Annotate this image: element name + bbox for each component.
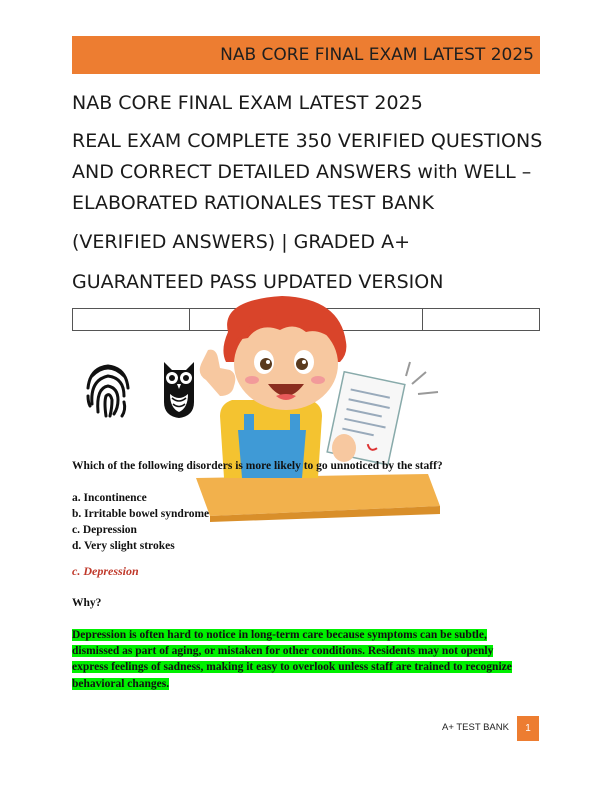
rationale — [72, 627, 542, 692]
rationale-line-3: express feelings of sadness, making it easy to overlook unless staff are trained to recognize — [72, 661, 512, 674]
option-b: b. Irritable bowel syndrome — [72, 508, 210, 520]
correct-answer: c. Depression — [72, 564, 139, 578]
option-a: a. Incontinence — [72, 492, 147, 504]
option-c: c. Depression — [72, 524, 137, 536]
why-label: Why? — [72, 597, 102, 609]
question-text: Which of the following disorders is more likely to go unnoticed by the staff? — [72, 460, 443, 472]
title-line-6: GUARANTEED PASS UPDATED VERSION — [72, 271, 444, 293]
header-banner-text: NAB CORE FINAL EXAM LATEST 2025 — [220, 45, 534, 65]
table-cell — [73, 309, 190, 331]
rationale-line-2: dismissed as part of aging, or mistaken for other conditions. Residents may not openly — [72, 645, 494, 658]
title-line-1: NAB CORE FINAL EXAM LATEST 2025 — [72, 92, 423, 114]
title-line-2: REAL EXAM COMPLETE 350 VERIFIED QUESTIONS — [72, 130, 543, 152]
title-line-3: AND CORRECT DETAILED ANSWERS with WELL – — [72, 161, 532, 183]
kid-thumbs-up-illustration — [190, 296, 448, 522]
rationale-line-4: behavioral changes. — [72, 677, 170, 690]
option-d: d. Very slight strokes — [72, 540, 175, 552]
fingerprint-icon — [84, 358, 132, 420]
page-number: 1 — [517, 716, 539, 741]
title-line-4: ELABORATED RATIONALES TEST BANK — [72, 192, 434, 214]
footer-label: A+ TEST BANK — [442, 722, 509, 733]
title-line-5: (VERIFIED ANSWERS) | GRADED A+ — [72, 231, 411, 253]
header-banner — [72, 36, 540, 74]
rationale-line-1: Depression is often hard to notice in long-term care because symptoms can be subtle, — [72, 629, 487, 641]
